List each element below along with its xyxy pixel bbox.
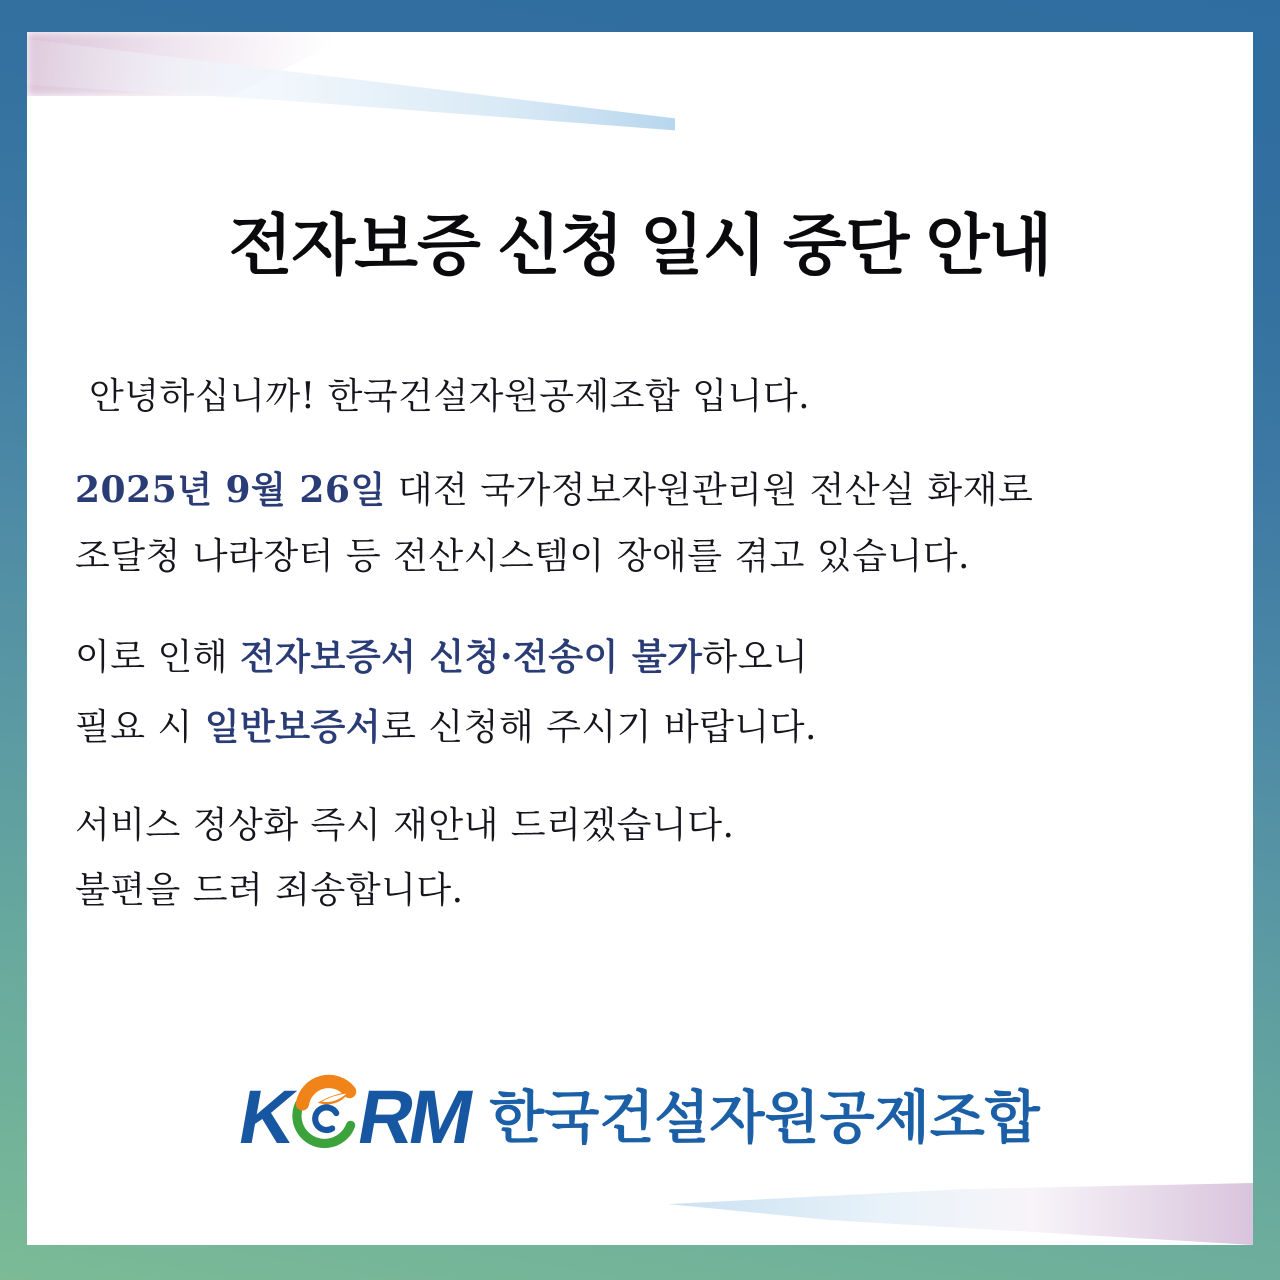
impact-line-1 xyxy=(75,629,1223,680)
footer-logo xyxy=(27,1075,1253,1160)
logo-letters-rm: RM xyxy=(351,1075,477,1160)
incident-line-2-text: 조달청 나라장터 등 전산시스템이 장애를 겪고 있습니다. xyxy=(75,536,970,577)
decorative-ribbon-top xyxy=(27,32,675,152)
closing-line-2 xyxy=(75,862,1223,913)
impact-line-1-suffix: 하오니 xyxy=(702,637,809,678)
incident-line-2 xyxy=(75,528,1223,579)
greeting-text: 안녕하십니까! 한국건설자원공제조합 입니다. xyxy=(89,376,811,417)
closing-line-2-text: 불편을 드려 죄송합니다. xyxy=(75,870,464,911)
closing-line-1 xyxy=(75,797,1223,848)
org-name: 한국건설자원공제조합 xyxy=(489,1085,1040,1150)
logo-letter-k: K xyxy=(232,1075,299,1160)
impact-line-2-highlight: 일반보증서 xyxy=(204,706,382,748)
notice-title: 전자보증 신청 일시 중단 안내 xyxy=(228,208,1052,282)
closing-line-1-text: 서비스 정상화 즉시 재안내 드리겠습니다. xyxy=(75,805,735,846)
decorative-ribbon-bottom xyxy=(668,1183,1253,1245)
decorative-ribbon-top-left xyxy=(27,32,357,96)
impact-line-1-prefix: 이로 인해 xyxy=(75,637,240,678)
kcrm-c-symbol-icon xyxy=(287,1070,365,1152)
greeting-line xyxy=(75,368,1223,419)
kcrm-wordmark xyxy=(232,1075,477,1160)
incident-line-1 xyxy=(75,462,1223,513)
impact-line-2-prefix: 필요 시 xyxy=(75,707,205,748)
impact-line-2-suffix: 로 신청해 주시기 바랍니다. xyxy=(381,707,817,748)
incident-date-highlight: 2025년 9월 26일 xyxy=(75,469,386,511)
impact-line-2 xyxy=(75,699,1223,750)
impact-line-1-highlight: 전자보증서 신청·전송이 불가 xyxy=(240,636,703,678)
incident-line-1-rest: 대전 국가정보자원관리원 전산실 화재로 xyxy=(385,470,1034,511)
notice-card xyxy=(27,32,1253,1245)
